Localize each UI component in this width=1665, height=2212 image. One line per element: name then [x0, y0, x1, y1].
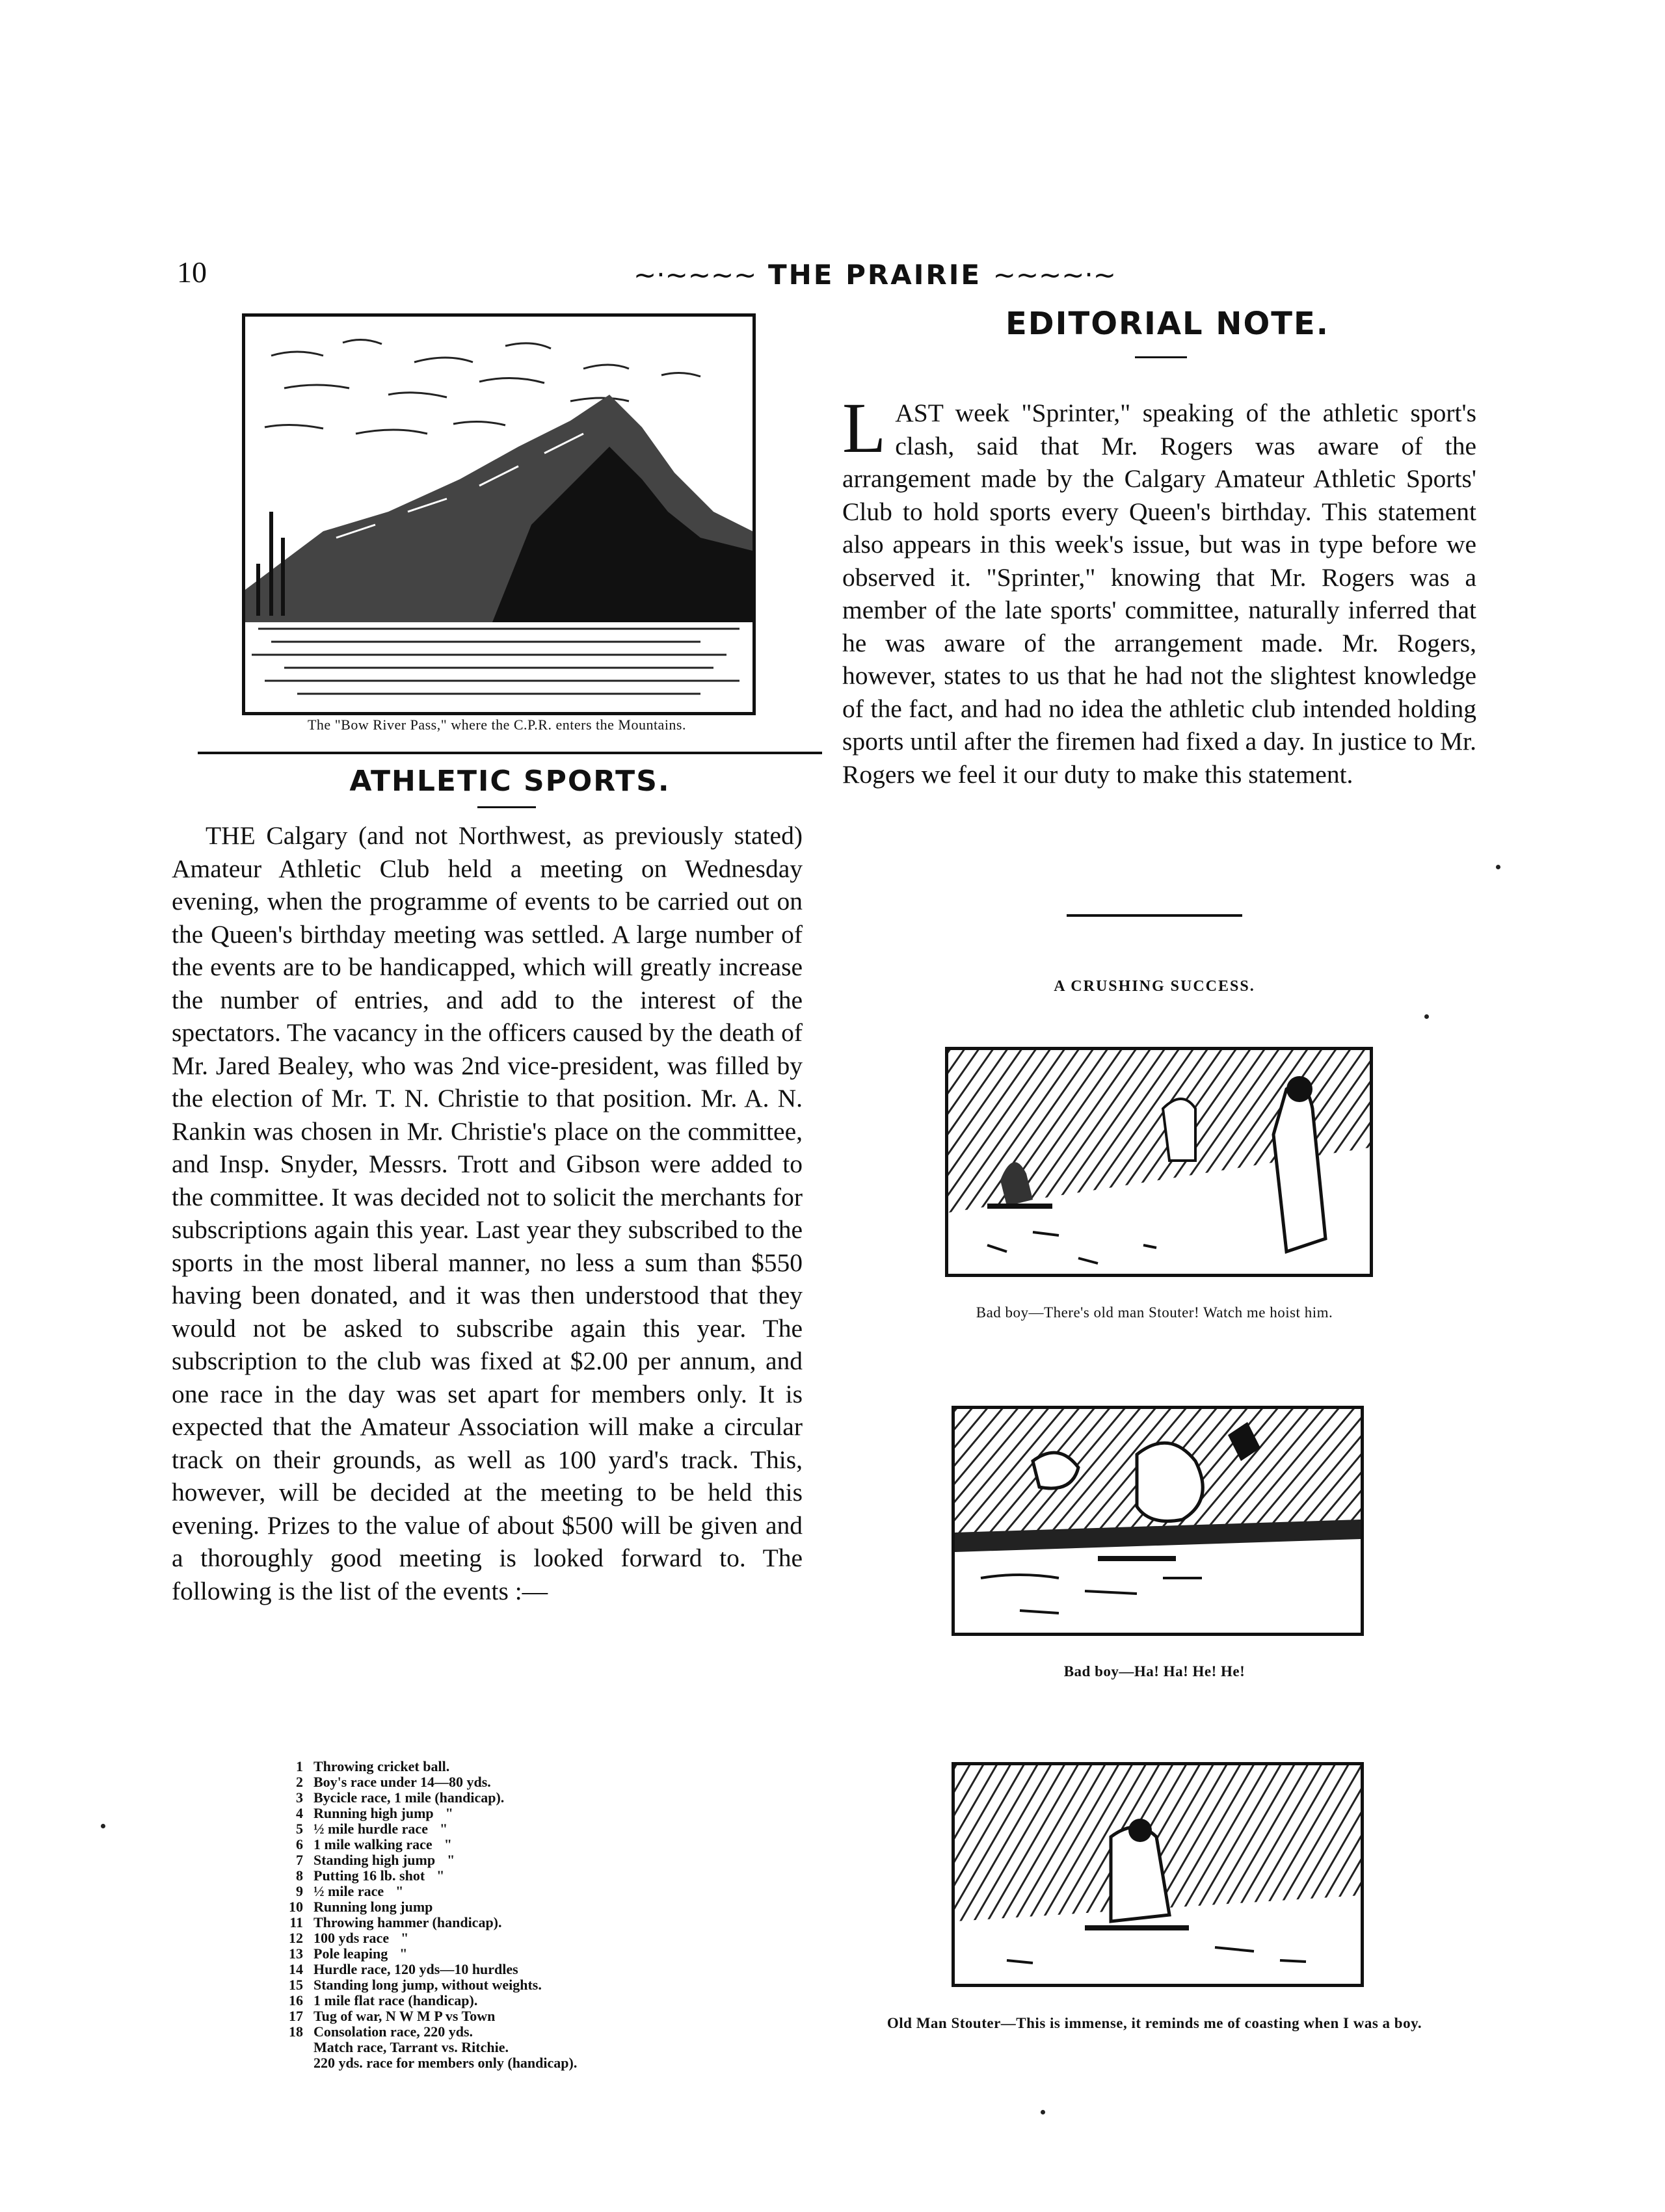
short-rule	[477, 806, 536, 808]
section-heading-athletic-sports: ATHLETIC SPORTS.	[349, 765, 671, 798]
event-item: 16 1 mile flat race (handicap).	[289, 1992, 478, 2008]
section-heading-editorial-note: EDITORIAL NOTE.	[1005, 306, 1330, 342]
event-item: 2 Boy's race under 14—80 yds.	[296, 1774, 491, 1790]
cartoon-caption: Bad boy—There's old man Stouter! Watch me hoist him.	[976, 1304, 1333, 1321]
event-item: 10 Running long jump	[289, 1899, 433, 1915]
event-item: 6 1 mile walking race "	[296, 1836, 452, 1852]
event-item: Match race, Tarrant vs. Ritchie.	[313, 2039, 509, 2055]
event-item: 220 yds. race for members only (handicap).	[313, 2055, 578, 2071]
scan-speck	[1041, 2110, 1045, 2114]
scan-speck	[101, 1824, 105, 1828]
page-number: 10	[177, 256, 207, 289]
article-body-editorial-note	[842, 388, 1476, 791]
event-item: 18 Consolation race, 220 yds.	[289, 2023, 473, 2040]
masthead-ornament-right: ~~~~·~	[992, 259, 1116, 291]
sledding-cartoon-1-icon	[945, 1047, 1373, 1277]
event-item: 11 Throwing hammer (handicap).	[289, 1914, 502, 1930]
event-item: 14 Hurdle race, 120 yds—10 hurdles	[289, 1961, 518, 1977]
event-item: 12 100 yds race "	[289, 1930, 409, 1946]
drop-cap: L	[842, 388, 886, 467]
masthead-title: THE PRAIRIE	[767, 259, 982, 291]
event-item: 17 Tug of war, N W M P vs Town	[289, 2008, 496, 2024]
divider-rule	[198, 752, 822, 754]
event-item: 4 Running high jump "	[296, 1805, 453, 1821]
article-body-athletic-sports: THE Calgary (and not Northwest, as previously stated) Amateur Athletic Club held a meeting on Wednesday evening, when the programme of events to be carried out on the Queen's birthday meeting was settled. A large number of the events are to be handicapped, which will greatly increase the number of entries, and add to the interest of the spectators. The vacancy in the officers caused by the death of Mr. Jared Bealey, who was 2nd vice-president, was filled by the election of Mr. T. N. Christie to that position. Mr. A. N. Rankin was chosen in Mr. Christie's place on the committee, and Insp. Snyder, Messrs. Trott and Gibson were added to the committee. It was decided not to solicit the merchants for subscriptions again this year. Last year they subscribed to the sports in the most liberal manner, no less a sum than $550 having been donated, and it was then understood that they would not be asked to subscribe again this year. The subscription to the club was fixed at $2.00 per annum, and one race in the day was set apart for members only. It is expected that the Amateur Association will make a circular track on their grounds, as well as 100 yard's track. This, however, will be decided at the meeting to be held this evening. Prizes to the value of about $500 will be given and a thoroughly good meeting is looked forward to. The following is the list of the events :—	[172, 821, 803, 1605]
event-item: 7 Standing high jump "	[296, 1852, 455, 1868]
event-item: 15 Standing long jump, without weights.	[289, 1977, 542, 1993]
cartoon-caption: Bad boy—Ha! Ha! He! He!	[1063, 1663, 1245, 1679]
sledding-cartoon-2-icon	[952, 1406, 1364, 1636]
divider-rule	[1067, 914, 1242, 917]
cartoon-series-title: A CRUSHING SUCCESS.	[1054, 978, 1255, 995]
event-item: 5 ½ mile hurdle race "	[296, 1821, 448, 1837]
event-item: 8 Putting 16 lb. shot "	[296, 1867, 445, 1884]
event-item: 13 Pole leaping "	[289, 1945, 408, 1962]
event-item: 3 Bycicle race, 1 mile (handicap).	[296, 1789, 505, 1806]
mountain-pass-illustration-icon	[242, 313, 756, 715]
masthead	[589, 259, 1161, 291]
events-list	[280, 1759, 589, 2071]
masthead-ornament-left: ~·~~~~	[633, 259, 757, 291]
figure-caption: The "Bow River Pass," where the C.P.R. enters the Mountains.	[307, 717, 686, 733]
short-rule	[1135, 356, 1187, 358]
cartoon-caption: Old Man Stouter—This is immense, it reminds me of coasting when I was a boy.	[886, 2015, 1422, 2031]
editorial-text: AST week "Sprinter," speaking of the athletic sport's clash, said that Mr. Rogers was aware of the arrangement made by the Calgary Amateur Athletic Sports' Club to hold sports every Queen's birthday. This statement also appears in this week's issue, but was in type before we observed it. "Sprinter," knowing that Mr. Rogers was a member of the late sports' committee, naturally inferred that he was aware of the arrangement made. Mr. Rogers, however, states to us that he had not the slightest knowledge of the fact, and had no idea the athletic club intended holding sports until after the firemen had fixed a day. In justice to Mr. Rogers we feel it our duty to make this statement.	[842, 399, 1476, 789]
scan-speck	[1496, 865, 1500, 869]
sledding-cartoon-3-icon	[952, 1762, 1364, 1987]
event-item: 9 ½ mile race "	[296, 1883, 404, 1899]
event-item: 1 Throwing cricket ball.	[296, 1758, 450, 1774]
scan-speck	[1424, 1014, 1429, 1019]
